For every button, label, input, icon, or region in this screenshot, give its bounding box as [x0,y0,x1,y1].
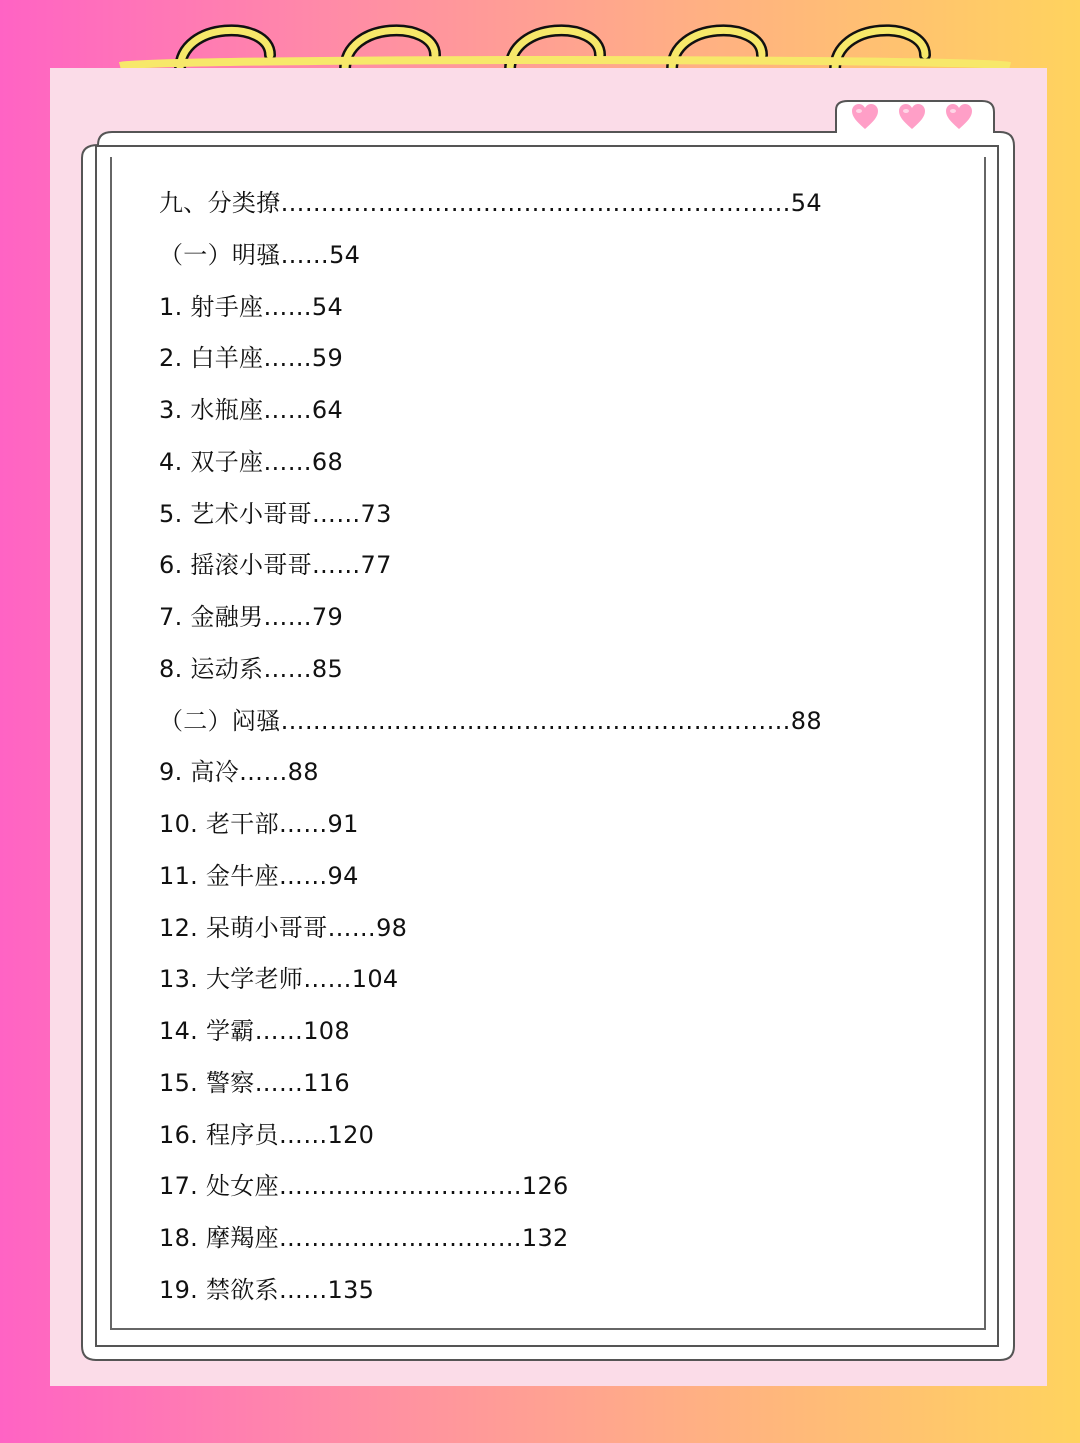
toc-entry: 2. 白羊座……59 [159,344,344,373]
toc-entry: 15. 警察……116 [159,1068,350,1097]
heart-icon [850,102,880,132]
toc-entry: 5. 艺术小哥哥……73 [159,499,392,528]
toc-entry: 9. 高冷……88 [159,758,319,787]
toc-entry: （一）明骚……54 [159,240,361,269]
toc-entry: 16. 程序员……120 [159,1120,375,1149]
toc-entry: 12. 呆萌小哥哥……98 [159,913,408,942]
toc-entry: 8. 运动系……85 [159,654,344,683]
toc-entry: 7. 金融男……79 [159,603,344,631]
toc-entry: （二）闷骚………………………………………………………88 [159,706,822,735]
toc-entry: 10. 老干部……91 [159,810,359,838]
toc-entry: 18. 摩羯座…………………………132 [159,1224,569,1252]
toc-entry: 九、分类撩………………………………………………………54 [159,189,822,217]
toc-entry: 11. 金牛座……94 [159,861,359,890]
heart-icon [944,102,974,132]
toc-entry: 19. 禁欲系……135 [159,1275,375,1304]
toc-entry: 6. 摇滚小哥哥……77 [159,551,392,580]
toc-entry: 1. 射手座……54 [159,292,344,321]
toc-entry: 13. 大学老师……104 [159,965,399,994]
heart-icon [897,102,927,132]
toc-entry: 14. 学霸……108 [159,1017,350,1045]
hearts-decoration [850,102,980,136]
toc-entry: 17. 处女座…………………………126 [159,1172,569,1201]
toc-entry: 4. 双子座……68 [159,447,344,476]
toc-entry: 3. 水瓶座……64 [159,396,344,424]
table-of-contents [159,178,859,1317]
